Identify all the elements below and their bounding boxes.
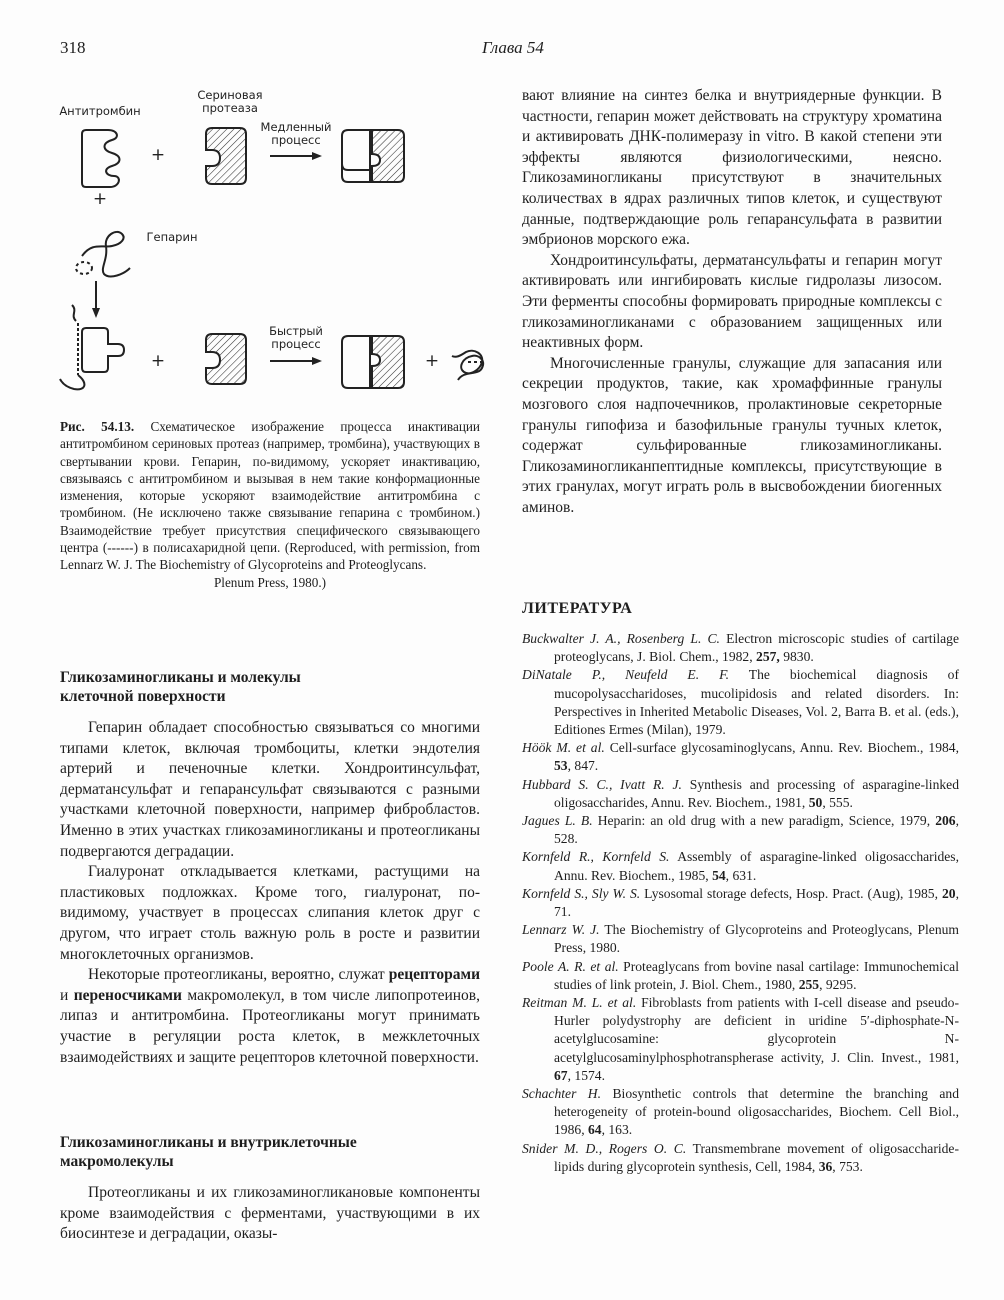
ref-volume: 53 (554, 758, 568, 774)
ref-text: Lysosomal storage defects, Hosp. Pract. (Aug), 1985, (640, 885, 942, 901)
ref-text: The Biochemistry of Glycoproteins and Proteoglycans, Plenum Press, 1980. (554, 922, 959, 956)
label-heparin: Гепарин (146, 230, 198, 244)
ref-text: The biochemical diagnosis of mucopolysaccharidoses, mucolipidosis and related disorders. In: Perspectives in Inherited Metabolic Diseases, Vol. 2, Barra B. et al. (eds.), Editiones Ermes (Milan), 1979. (554, 667, 959, 738)
ref-pages: , 753. (832, 1158, 863, 1174)
label-antithrombin: Антитромбин (59, 104, 141, 118)
chapter-header: Глава 54 (482, 38, 544, 57)
reference-item (522, 739, 959, 775)
reference-item (522, 958, 959, 994)
ref-authors: Snider M. D., Rogers O. C. (522, 1140, 687, 1156)
ref-volume: 54 (712, 867, 726, 883)
label-slow-process-1: Медленный (260, 120, 332, 134)
figure-caption (60, 418, 480, 591)
ref-pages: , 1574. (567, 1067, 605, 1083)
ref-text: Transmembrane movement of oligosaccharide-lipids during glycoprotein synthesis, Cell, 1984, (554, 1140, 959, 1174)
reference-item (522, 1085, 959, 1140)
reference-item (522, 1140, 959, 1176)
heading-line: Гликозаминогликаны и внутриклеточные (60, 1134, 357, 1151)
ref-volume: 50 (808, 794, 823, 810)
reference-item (522, 921, 959, 957)
section-heading (60, 1133, 480, 1171)
right-column-text (522, 86, 942, 518)
label-fast-process-1: Быстрый (269, 324, 323, 338)
heading-line: Гликозаминогликаны и молекулы (60, 669, 301, 686)
ref-text: Cell-surface glycosaminoglycans, Annu. Rev. Biochem., 1984, (604, 740, 959, 756)
ref-authors: Reitman M. L. et al. (522, 995, 637, 1011)
plus-sign: + (92, 189, 108, 209)
label-serine-protease-2: протеаза (202, 101, 258, 115)
ref-authors: Kornfeld R., Kornfeld S. (522, 849, 670, 865)
ref-text: Fibroblasts from patients with I-cell disease and pseudo-Hurler polydystrophy are deficient in uridine 5′-diphosphate-N-acetylglucosamine: glycoprotein N-acetylglucosaminylphosphotranspherase activity, J. Clin. Invest., 1981, (554, 995, 960, 1065)
ref-volume: 36 (818, 1158, 833, 1174)
reference-item (522, 666, 959, 739)
ref-volume: 206 (935, 813, 956, 829)
ref-pages: , 9295. (819, 976, 857, 992)
reference-item (522, 630, 959, 666)
plus-sign: + (150, 145, 166, 165)
paragraph (60, 965, 480, 1068)
ref-authors: Kornfeld S., Sly W. S. (522, 885, 641, 901)
heading-line: клеточной поверхности (60, 688, 226, 705)
paragraph: Многочисленные гранулы, служащие для запасания или секреции продуктов, такие, как хромаффинные гранулы мозгового слоя надпочечников, пролактиновые секреторные гранулы гипофиза и базофильные гранулы тучных клеток, содержат сульфированные гликозаминогликаны. Гликозаминогликанпептидные комплексы, присутствующие в этих гранулах, могут играть роль в высвобождении биогенных аминов. (522, 354, 942, 516)
ref-text: Assembly of asparagine-linked oligosaccharides, Annu. Rev. Biochem., 1985, (554, 849, 959, 883)
ref-pages: , 71. (554, 885, 959, 920)
literature-heading: ЛИТЕРАТУРА (522, 600, 633, 617)
ref-volume: 64 (587, 1122, 602, 1138)
reference-item (522, 812, 959, 848)
ref-authors: Höök M. et al. (522, 740, 605, 756)
ref-pages: , 847. (567, 758, 599, 774)
heading-line: макромолекулы (60, 1153, 174, 1170)
paragraph: Протеогликаны и их гликозаминогликановые компоненты кроме взаимодействия с ферментами, участвующими в их биосинтезе и деградации, оказы- (60, 1184, 480, 1243)
section-cell-surface (60, 668, 480, 1068)
ref-authors: Lennarz W. J. (522, 922, 600, 938)
ref-authors: DiNatale P., Neufeld E. F. (522, 667, 730, 683)
section-intracellular (60, 1133, 480, 1245)
paragraph: вают влияние на синтез белка и внутриядерные функции. В частности, гепарин может действовать на структуру хроматина и активировать ДНК-полимеразу in vitro. В какой степени эти эффекты являются физиологическими, неясно. Гликозаминогликаны присутствуют в значительных количествах в ядрах различных типов клеток, и существуют данные, подтверждающие роль гепарансульфата в развитии эмбрионов морского ежа. (522, 87, 942, 249)
label-fast-process-2: процесс (271, 337, 321, 351)
plus-sign: + (424, 351, 440, 371)
reference-item (522, 776, 959, 812)
ref-text: Synthesis and processing of asparagine-linked oligosaccharides, Annu. Rev. Biochem., 1981, (554, 776, 960, 810)
label-serine-protease-1: Сериновая (197, 88, 263, 102)
text-run: макромолекул, в том числе липопротеинов, липаз и антитромбина. Протеогликаны могут принимать участие в регуляции роста клеток, в межклеточных взаимодействиях и защите рецепторов клеточной поверхности. (60, 986, 480, 1066)
paragraph: Гиалуронат откладывается клетками, растущими на пластиковых подложках. Кроме того, гиалуронат, по-видимому, участвует в процессах слипания клеток друг с другом, что играет столь важную роль в росте и развитии многоклеточных организмов. (60, 863, 480, 963)
ref-authors: Buckwalter J. A., Rosenberg L. C. (522, 631, 720, 646)
figure-54-13 (30, 78, 500, 408)
reference-item (522, 848, 959, 884)
text-run: и (60, 986, 74, 1004)
paragraph: Хондроитинсульфаты, дерматансульфаты и гепарин могут активировать или ингибировать кислые гидролазы лизосом. Эти ферменты способны формировать природные комплексы с гликозаминогликанами с образованием защищенных или неактивных форм. (522, 251, 942, 352)
caption-last-line: Plenum Press, 1980.) (213, 574, 327, 590)
ref-pages: 9830. (779, 649, 814, 665)
ref-pages: , 555. (822, 794, 853, 810)
ref-authors: Hubbard S. C., Ivatt R. J. (522, 776, 682, 792)
term-carriers: переносчиками (73, 986, 182, 1004)
term-receptors: рецепторами (388, 966, 480, 984)
reference-list (522, 630, 959, 1176)
ref-authors: Poole A. R. et al. (522, 958, 619, 974)
ref-authors: Schachter H. (522, 1086, 602, 1102)
section-heading (60, 668, 480, 706)
ref-text: Proteaglycans from bovine nasal cartilage: Immunochemical studies of link protein, J. Biol. Chem., 1980, (554, 958, 959, 992)
ref-text: Biosynthetic controls that determine the branching and heterogeneity of protein-bound oligosaccharides, Biochem. Cell Biol., 1986, (554, 1086, 959, 1138)
paragraph: Гепарин обладает способностью связываться со многими типами клеток, включая тромбоциты, клетки эндотелия артерий и печеночные клетки. Хондроитинсульфат, дерматансульфат и гепарансульфат связываются с разными участками клеточной поверхности, например фибробластов. Именно в этих участках гликозаминогликаны и протеогликаны подвергаются деградации. (60, 719, 480, 860)
ref-pages: , 163. (601, 1122, 633, 1138)
ref-volume: 67 (554, 1067, 568, 1083)
text-run: Некоторые протеогликаны, вероятно, служат (88, 966, 389, 984)
plus-sign: + (150, 351, 166, 371)
caption-text: Схематическое изображение процесса инактивации антитромбином сериновых протеаз (например, тромбина), участвующих в свертывании крови. Гепарин, по-видимому, ускоряет инактивацию, связываясь с антитромбином и вызывая в нем такие конформационные изменения, которые ускоряют взаимодействие антитромбина с тромбином. (Не исключено также связывание гепарина с тромбином.) Взаимодействие требует присутствия специфического связывающего центра (------) в полисахаридной цепи. (Reproduced, with permission, from Lennarz W. J. The Biochemistry of Glycoproteins and Proteoglycans. (60, 419, 480, 573)
ref-volume: 257, (756, 649, 780, 665)
ref-pages: , 528. (554, 813, 959, 847)
page-number: 318 (60, 38, 86, 57)
ref-text: Electron microscopic studies of cartilage proteoglycans, J. Biol. Chem., 1982, (554, 631, 959, 665)
ref-authors: Jagues L. B. (522, 813, 593, 829)
ref-volume: 255 (798, 976, 820, 992)
caption-label: Рис. 54.13. (60, 419, 135, 434)
ref-pages: , 631. (725, 867, 757, 883)
reference-item (522, 885, 959, 921)
reference-item (522, 994, 959, 1085)
ref-text: Heparin: an old drug with a new paradigm, Science, 1979, (592, 813, 936, 829)
ref-volume: 20 (941, 885, 956, 901)
label-slow-process-2: процесс (271, 133, 321, 147)
